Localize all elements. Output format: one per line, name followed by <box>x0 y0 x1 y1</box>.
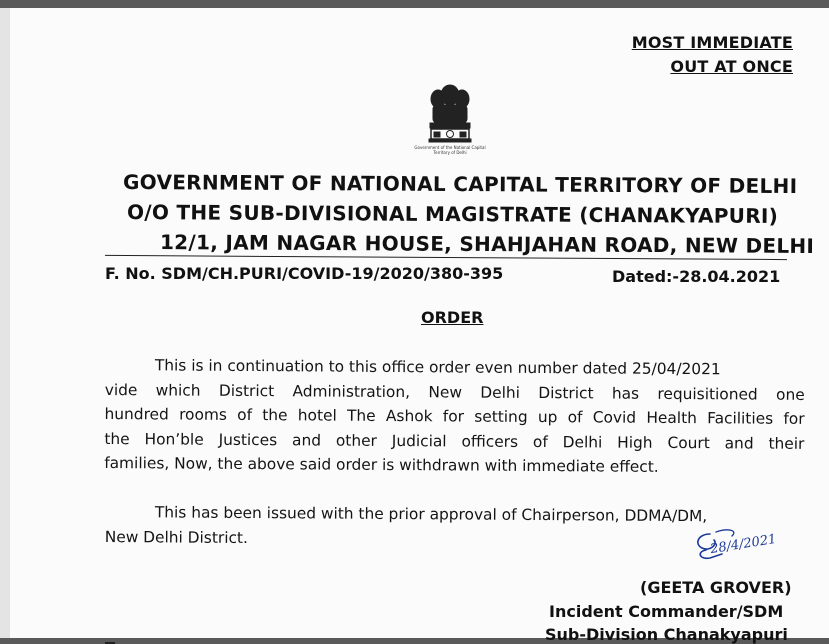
paragraph-line: This has been issued with the prior approval of Chairperson, DDMA/DM, <box>154 503 708 526</box>
signatory-designation: Incident Commander/SDM <box>549 602 784 621</box>
document-page <box>0 8 829 644</box>
order-paragraph-1 <box>104 353 805 480</box>
signatory-name: (GEETA GROVER) <box>640 578 792 597</box>
office-heading-address: 12/1, JAM NAGAR HOUSE, SHAHJAHAN ROAD, NEW DELHI <box>159 230 815 258</box>
paragraph-line: vide which District Administration, New Delhi District has requisitioned one <box>104 380 805 404</box>
signature-date-note: 28/4/2021 <box>709 531 778 558</box>
paragraph-line: the Hon’ble Justices and other Judicial officers of Delhi High Court and their <box>104 429 805 453</box>
emblem-caption: Government of the National Capital Territory of Delhi <box>414 145 486 155</box>
priority-out-at-once: OUT AT ONCE <box>670 57 793 76</box>
office-heading-sdm: O/O THE SUB-DIVISIONAL MAGISTRATE (CHANAKYAPURI) <box>126 200 779 228</box>
priority-most-immediate: MOST IMMEDIATE <box>631 33 793 52</box>
paragraph-line: families, Now, the above said order is withdrawn with immediate effect. <box>104 453 659 476</box>
paragraph-line: This is in continuation to this office order even number dated 25/04/2021 <box>154 356 721 379</box>
signatory-division: Sub-Division Chanakyapuri <box>545 625 788 644</box>
order-date: Dated:-28.04.2021 <box>612 267 781 286</box>
order-title: ORDER <box>421 308 484 327</box>
office-heading-government: GOVERNMENT OF NATIONAL CAPITAL TERRITORY OF DELHI <box>122 169 798 199</box>
paragraph-line: hundred rooms of the hotel The Ashok for setting up of Covid Health Facilities for <box>104 404 805 428</box>
paragraph-line: New Delhi District. <box>104 527 248 547</box>
file-number: F. No. SDM/CH.PURI/COVID-19/2020/380-395 <box>105 264 504 283</box>
